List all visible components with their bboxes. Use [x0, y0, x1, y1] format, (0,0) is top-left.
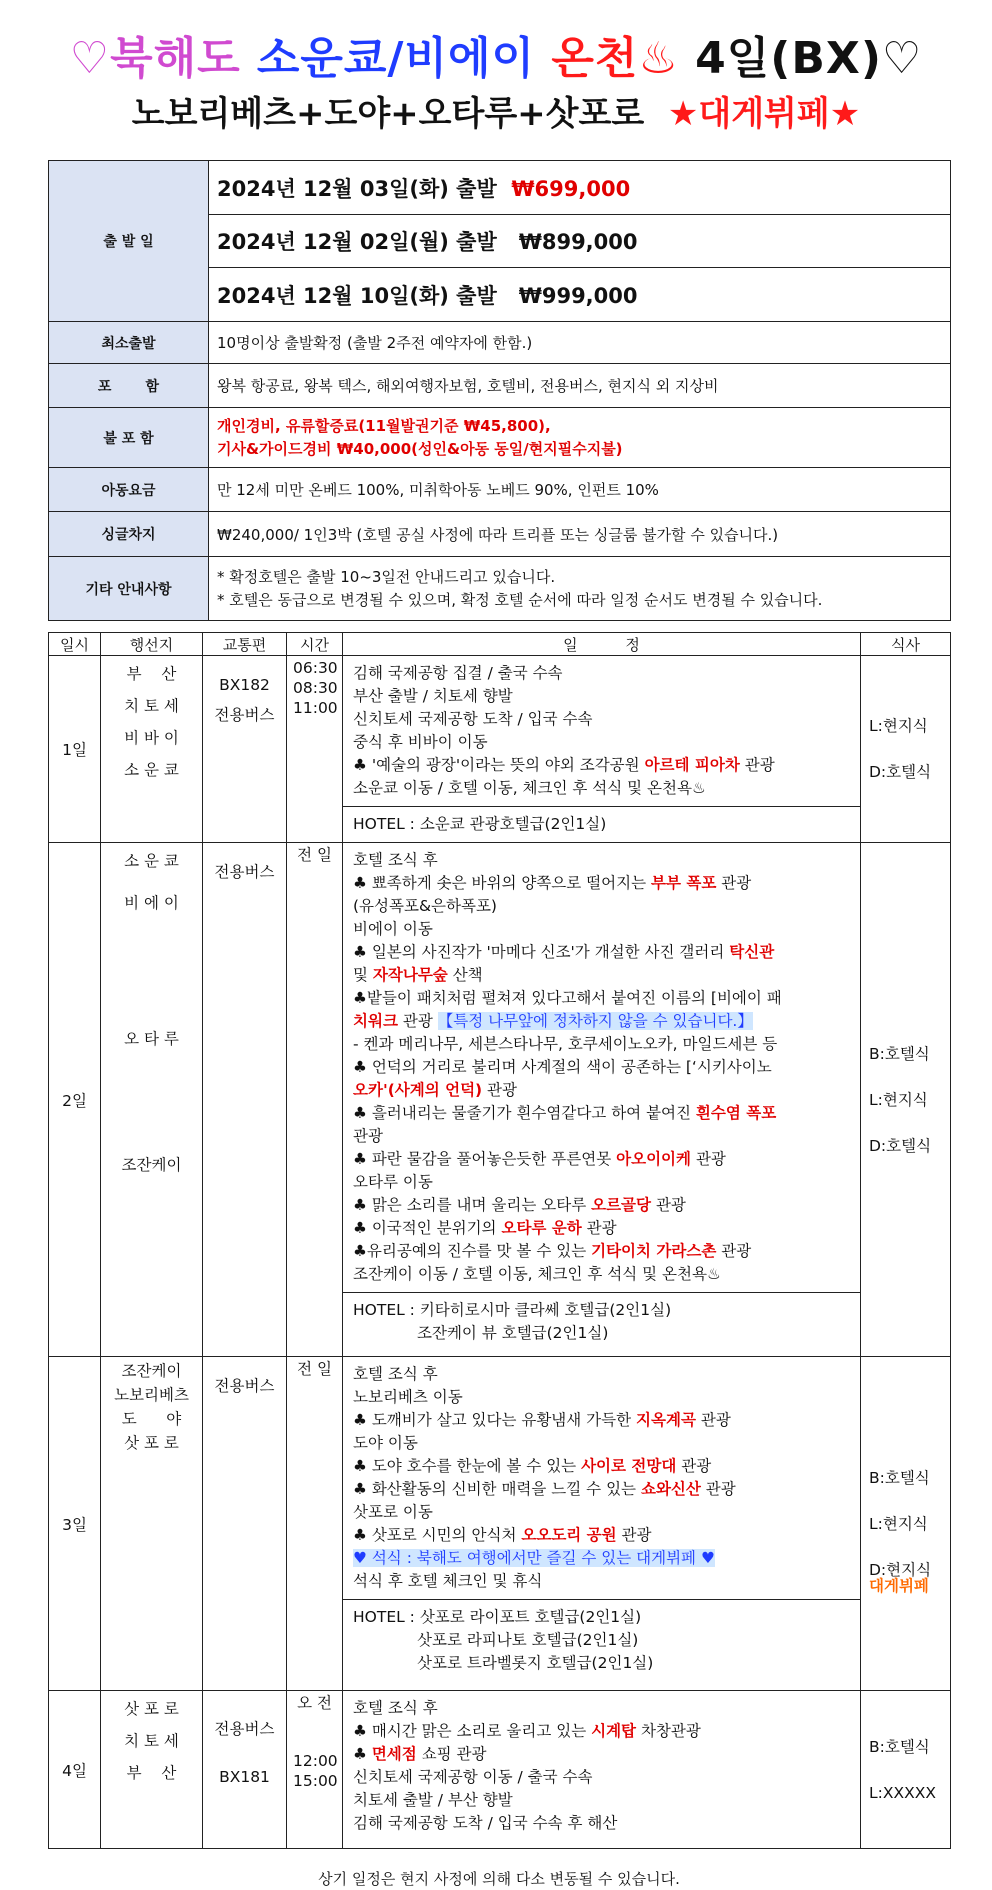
meal-item: L:XXXXX — [869, 1783, 936, 1802]
departure-label: 출 발 일 — [49, 161, 209, 322]
page-subtitle — [0, 86, 992, 135]
time-item: 전 일 — [297, 1360, 332, 1378]
hotel-info — [343, 1293, 860, 1352]
destination: 부 산 — [126, 1764, 177, 1782]
hotel-line: 삿포로 트라벨롯지 호텔급(2인1실) — [417, 1654, 654, 1672]
schedule-line: 노보리베츠 이동 — [353, 1388, 463, 1406]
destination: 오 타 루 — [124, 1030, 179, 1048]
destination: 부 산 — [126, 665, 177, 683]
schedule-line: (유성폭포&은하폭포) — [353, 897, 497, 915]
transport — [203, 656, 287, 843]
title-part-2: 소운쿄/비에이 — [256, 33, 536, 84]
meals — [861, 1691, 951, 1849]
hotel-line: HOTEL : 소운쿄 관광호텔급(2인1실) — [353, 815, 607, 833]
departure-row-1: 2024년 12월 03일(화) 출발 ₩699,000 — [209, 161, 951, 215]
itinerary-header: 일시 행선지 교통편 시간 일 정 식사 — [49, 633, 951, 656]
hotel-info — [343, 807, 860, 843]
schedule-line: ♣ 흘러내리는 물줄기가 흰수염같다고 하여 붙여진 흰수염 폭포 — [353, 1104, 777, 1122]
transport — [203, 1691, 287, 1849]
meals — [861, 843, 951, 1357]
schedule-inner — [343, 1357, 860, 1681]
schedule-line: ♣ 면세점 쇼핑 관광 — [353, 1745, 487, 1763]
destination: 조잔케이 — [121, 1362, 182, 1380]
time-item: 11:00 — [293, 699, 338, 717]
schedule-inner — [343, 1691, 860, 1841]
schedule-line: 호텔 조식 후 — [353, 1365, 438, 1383]
schedule-line: 석식 후 호텔 체크인 및 휴식 — [353, 1572, 543, 1590]
day-label: 2일 — [49, 843, 101, 1357]
destination: 삿 포 로 — [124, 1700, 179, 1718]
schedule-line: 치토세 출발 / 부산 향발 — [353, 1791, 513, 1809]
hotel-line: HOTEL : 삿포로 라이포트 호텔급(2인1실) — [353, 1608, 642, 1626]
departure-row-3: 2024년 12월 10일(화) 출발 ₩999,000 — [209, 268, 951, 322]
subtitle-badge: ★대게뷔페★ — [667, 94, 861, 134]
info-row-single: 싱글차지 ₩240,000/ 1인3박 (호텔 공실 사정에 따라 트리플 또는 싱글룸 불가할 수 있습니다.) — [49, 512, 951, 557]
time-item: 15:00 — [293, 1772, 338, 1790]
schedule-line: ♣ 도깨비가 살고 있다는 유황냄새 가득한 지옥계곡 관광 — [353, 1411, 731, 1429]
info-row-include: 포 함 왕복 항공료, 왕복 텍스, 해외여행자보험, 호텔비, 전용버스, 현지식 외 지상비 — [49, 364, 951, 408]
hotel-info — [343, 1600, 860, 1682]
transport-item: BX181 — [219, 1768, 270, 1786]
schedule-line: ♣ 파란 물감을 풀어놓은듯한 푸른연못 아오이이케 관광 — [353, 1150, 726, 1168]
hotel-line: 조잔케이 뷰 호텔급(2인1실) — [417, 1324, 609, 1342]
meal-item: B:호텔식 — [869, 1468, 930, 1487]
destinations — [101, 656, 203, 843]
day-label: 4일 — [49, 1691, 101, 1849]
meals — [861, 656, 951, 843]
schedule-line: ♣ 일본의 사진작가 '마메다 신조'가 개설한 사진 갤러리 탁신관 — [353, 943, 775, 961]
title-part-4: 4일(BX)♡ — [695, 33, 923, 84]
day-row — [49, 843, 951, 1357]
times — [287, 1357, 343, 1691]
schedule-line: 삿포로 이동 — [353, 1503, 433, 1521]
schedule-line: 도야 이동 — [353, 1434, 418, 1452]
schedule-line: ♣ 뾰족하게 솟은 바위의 양쪽으로 떨어지는 부부 폭포 관광 — [353, 874, 752, 892]
footer-note: 상기 일정은 현지 사정에 의해 다소 변동될 수 있습니다. — [318, 1870, 680, 1888]
transport-item: 전용버스 — [214, 1720, 275, 1738]
destination: 소 운 쿄 — [124, 852, 179, 870]
info-table — [48, 160, 951, 621]
schedule-line: 및 자작나무숲 산책 — [353, 966, 483, 984]
info-row-etc: 기타 안내사항 * 확정호텔은 출발 10~3일전 안내드리고 있습니다. * 호텔은 동급으로 변경될 수 있으며, 확정 호텔 순서에 따라 일정 순서도 변경될 수 있습니다. — [49, 557, 951, 621]
meal-item: D:호텔식 — [869, 1136, 932, 1155]
schedule-line: ♣ 화산활동의 신비한 매력을 느낄 수 있는 쇼와신산 관광 — [353, 1480, 736, 1498]
schedule — [343, 1691, 861, 1849]
schedule-line: ♣ 매시간 맑은 소리로 울리고 있는 시계탑 차창관광 — [353, 1722, 701, 1740]
departure-price-1: ₩699,000 — [511, 176, 631, 201]
day-label: 1일 — [49, 656, 101, 843]
times — [287, 843, 343, 1357]
destination: 도 야 — [121, 1410, 182, 1428]
schedule-line: 비에이 이동 — [353, 920, 433, 938]
destinations — [101, 1691, 203, 1849]
transport-item: 전용버스 — [214, 1377, 275, 1395]
schedule-line: 조잔케이 이동 / 호텔 이동, 체크인 후 석식 및 온천욕♨ — [353, 1265, 721, 1283]
schedule-line: 오카'(사계의 언덕) 관광 — [353, 1081, 517, 1099]
schedule-line: ♣ 도야 호수를 한눈에 볼 수 있는 사이로 전망대 관광 — [353, 1457, 712, 1475]
meal-item: D:현지식 — [869, 1560, 932, 1579]
destination: 삿 포 로 — [124, 1434, 179, 1452]
transport-item: 전용버스 — [214, 706, 275, 724]
destination: 노보리베츠 — [114, 1386, 189, 1404]
day-row — [49, 1691, 951, 1849]
schedule-line: ♣ 이국적인 분위기의 오타루 운하 관광 — [353, 1219, 617, 1237]
destination: 치 토 세 — [124, 1732, 179, 1750]
times — [287, 1691, 343, 1849]
schedule-line: 오타루 이동 — [353, 1173, 433, 1191]
schedule-line: 신치토세 국제공항 이동 / 출국 수속 — [353, 1768, 593, 1786]
page-title — [0, 22, 992, 86]
transport-item: BX182 — [219, 676, 270, 694]
schedule-line: 소운쿄 이동 / 호텔 이동, 체크인 후 석식 및 온천욕♨ — [353, 779, 706, 797]
schedule-body — [343, 1357, 860, 1600]
info-row-exclude: 불 포 함 개인경비, 유류할증료(11월발권기준 ₩45,800), 기사&가이드경비 ₩40,000(성인&아동 동일/현지필수지불) — [49, 408, 951, 468]
schedule-line: ♣ 삿포로 시민의 안식처 오오도리 공원 관광 — [353, 1526, 652, 1544]
schedule — [343, 656, 861, 843]
hotel-line: HOTEL : 키타히로시마 클라쎄 호텔급(2인1실) — [353, 1301, 672, 1319]
transport — [203, 843, 287, 1357]
schedule-line: 부산 출발 / 치토세 향발 — [353, 687, 513, 705]
schedule-line: ♣ 언덕의 거리로 불리며 사계절의 색이 공존하는 [‘시키사이노 — [353, 1058, 772, 1076]
hotel-line: 삿포로 라피나토 호텔급(2인1실) — [417, 1631, 639, 1649]
schedule-line: 김해 국제공항 집결 / 출국 수속 — [353, 664, 563, 682]
meal-item: L:현지식 — [869, 1090, 928, 1109]
schedule — [343, 1357, 861, 1691]
destination: 조잔케이 — [121, 1156, 182, 1174]
schedule-line: ♣밭들이 패치처럼 펼쳐져 있다고해서 붙여진 이름의 [비에이 패 — [353, 989, 782, 1007]
schedule-body — [343, 1691, 860, 1841]
title-part-1: ♡북해도 — [69, 33, 241, 84]
time-item: 오 전 — [297, 1694, 332, 1712]
schedule-body — [343, 843, 860, 1293]
meal-item: B:호텔식 — [869, 1737, 930, 1756]
meal-item: D:호텔식 — [869, 763, 932, 781]
schedule-line: 호텔 조식 후 — [353, 851, 438, 869]
schedule-line: 신치토세 국제공항 도착 / 입국 수속 — [353, 710, 593, 728]
destination: 비 에 이 — [124, 894, 179, 912]
time-item: 12:00 — [293, 1752, 338, 1770]
schedule-line: 중식 후 비바이 이동 — [353, 733, 488, 751]
schedule-inner — [343, 656, 860, 842]
time-item: 전 일 — [297, 846, 332, 864]
meal-highlight: 대게뷔페 — [869, 1576, 929, 1595]
schedule-line: 김해 국제공항 도착 / 입국 수속 후 해산 — [353, 1814, 618, 1832]
time-item: 08:30 — [293, 679, 338, 697]
day-row — [49, 1357, 951, 1691]
schedule-line: ♥ 석식 : 북해도 여행에서만 즐길 수 있는 대게뷔페 ♥ — [353, 1549, 715, 1567]
transport — [203, 1357, 287, 1691]
destinations — [101, 843, 203, 1357]
meal-item: B:호텔식 — [869, 1044, 930, 1063]
destination: 소 운 쿄 — [124, 761, 179, 779]
itinerary-table — [48, 632, 951, 1849]
time-item: 06:30 — [293, 659, 338, 677]
title-part-3: 온천♨ — [551, 33, 679, 84]
departure-price-2: ₩899,000 — [518, 230, 638, 254]
meal-item: L:현지식 — [869, 1514, 928, 1533]
departure-price-3: ₩999,000 — [518, 283, 638, 308]
destination: 치 토 세 — [124, 697, 179, 715]
destination: 비 바 이 — [124, 729, 179, 747]
info-row-child: 아동요금 만 12세 미만 온베드 100%, 미취학아동 노베드 90%, 인펀트 10% — [49, 468, 951, 512]
schedule-line: ♣ '예술의 광장'이라는 뜻의 야외 조각공원 아르테 피아차 관광 — [353, 756, 775, 774]
day-row — [49, 656, 951, 843]
schedule-line: 치워크 관광 【특정 나무앞에 정차하지 않을 수 있습니다.】 — [353, 1012, 753, 1030]
times — [287, 656, 343, 843]
schedule-line: - 켄과 메리나무, 세븐스타나무, 호쿠세이노오카, 마일드세븐 등 — [353, 1035, 778, 1053]
schedule-inner — [343, 843, 860, 1351]
schedule-line: 호텔 조식 후 — [353, 1699, 438, 1717]
meals — [861, 1357, 951, 1691]
subtitle-route: 노보리베츠+도야+오타루+삿포로 — [131, 94, 645, 134]
transport-item: 전용버스 — [214, 863, 275, 881]
schedule — [343, 843, 861, 1357]
day-label: 3일 — [49, 1357, 101, 1691]
schedule-body — [343, 656, 860, 807]
meal-item: L:현지식 — [869, 717, 928, 735]
destinations — [101, 1357, 203, 1691]
schedule-line: ♣유리공예의 진수를 맛 볼 수 있는 기타이치 가라스촌 관광 — [353, 1242, 752, 1260]
schedule-line: ♣ 맑은 소리를 내며 울리는 오타루 오르골당 관광 — [353, 1196, 686, 1214]
departure-row-2: 2024년 12월 02일(월) 출발 ₩899,000 — [209, 215, 951, 268]
schedule-line: 관광 — [353, 1127, 383, 1145]
info-row-min: 최소출발 10명이상 출발확정 (출발 2주전 예약자에 한함.) — [49, 322, 951, 364]
